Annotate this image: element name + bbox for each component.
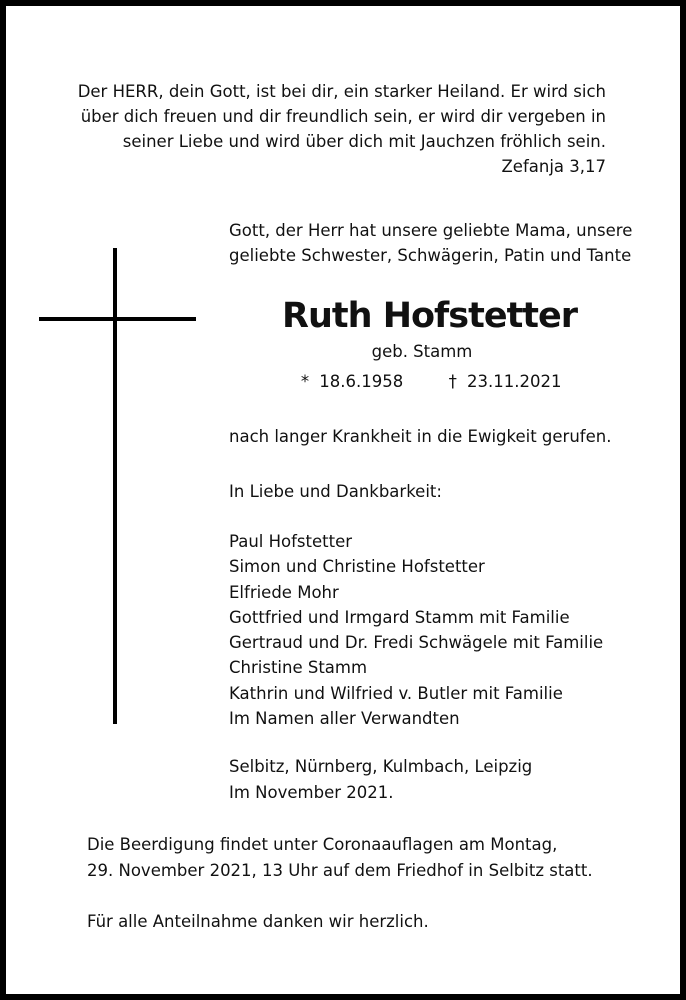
mourner: Paul Hofstetter [229, 532, 353, 551]
place-and-date [229, 754, 532, 806]
deceased-name: Ruth Hofstetter [282, 296, 578, 336]
cross-icon-horizontal-beam [39, 317, 196, 321]
verse-reference: Zefanja 3,17 [501, 157, 606, 176]
verse-line: über dich freuen und dir freundlich sein, er wird dir vergeben in [80, 107, 606, 126]
intro-line: geliebte Schwester, Schwägerin, Patin und Tante [229, 246, 632, 265]
mourner: Gottfried und Irmgard Stamm mit Familie [229, 607, 570, 627]
gratitude-heading: In Liebe und Dankbarkeit: [229, 482, 442, 501]
mourner: Im Namen aller Verwandten [229, 709, 460, 729]
mourner: Kathrin und Wilfried v. Butler mit Familie [229, 683, 563, 703]
verse-line: Der HERR, dein Gott, ist bei dir, ein starker Heiland. Er wird sich [77, 82, 606, 101]
mourner: Elfriede Mohr [229, 582, 339, 602]
intro-line: Gott, der Herr hat unsere geliebte Mama, unsere [229, 221, 633, 240]
death-date: 23.11.2021 [466, 372, 562, 391]
death-dagger-icon: † [448, 372, 457, 391]
maiden-name: geb. Stamm [371, 342, 473, 361]
verse-line: seiner Liebe und wird über dich mit Jauchzen fröhlich sein. [122, 132, 606, 151]
thanks-text: Für alle Anteilnahme danken wir herzlich. [87, 912, 429, 931]
birth-star-icon: * [300, 372, 310, 391]
bible-verse [78, 79, 606, 179]
called-home-text: nach langer Krankheit in die Ewigkeit gerufen. [229, 427, 612, 446]
date-line: Im November 2021. [229, 783, 394, 802]
life-dates [296, 369, 561, 394]
mourner: Simon und Christine Hofstetter [229, 557, 485, 577]
places-line: Selbitz, Nürnberg, Kulmbach, Leipzig [229, 757, 533, 776]
funeral-line: 29. November 2021, 13 Uhr auf dem Friedhof in Selbitz statt. [87, 861, 593, 880]
mourner: Gertraud und Dr. Fredi Schwägele mit Familie [229, 633, 604, 653]
birth-date: 18.6.1958 [319, 372, 404, 391]
funeral-info [87, 832, 593, 884]
mourner: Christine Stamm [229, 658, 368, 678]
mourners-list [229, 529, 603, 731]
funeral-line: Die Beerdigung findet unter Coronaauflagen am Montag, [87, 835, 558, 854]
